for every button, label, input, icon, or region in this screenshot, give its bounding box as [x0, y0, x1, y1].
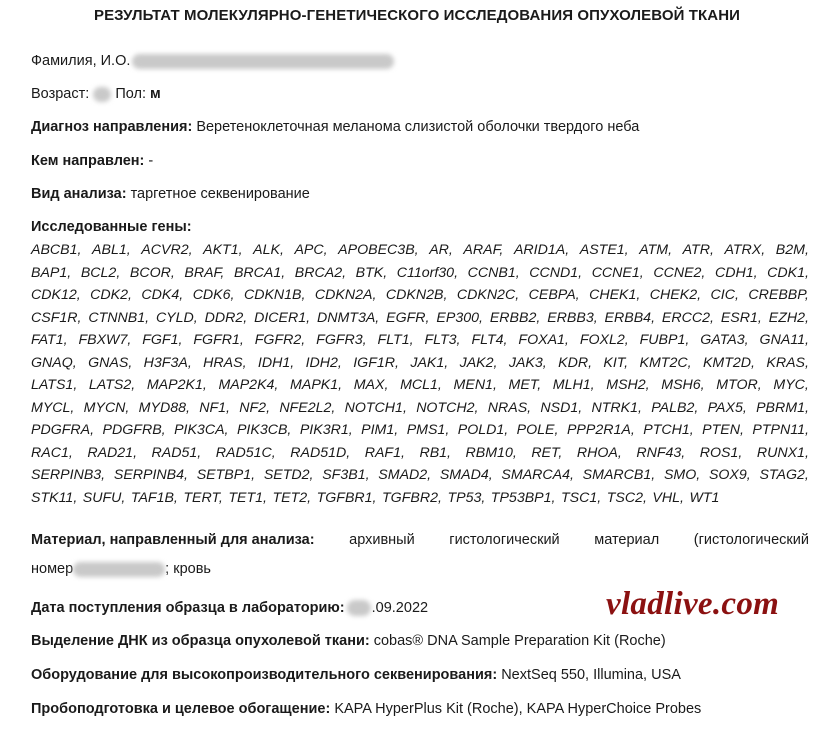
- gene-name: LATS2,: [88, 377, 136, 393]
- gene-name: PDGFRB,: [102, 422, 166, 438]
- gene-name: PAX5,: [707, 399, 747, 416]
- gene-name: POLD1,: [457, 422, 509, 438]
- gene-name: EP300,: [436, 309, 483, 326]
- gene-name: JAK2,: [459, 354, 498, 371]
- gene-name: WT1: [689, 489, 720, 506]
- gene-name: RAD51C,: [215, 444, 276, 461]
- gene-name: SMAD2,: [378, 467, 432, 483]
- gene-name: DNMT3A,: [316, 309, 380, 326]
- gene-name: SOX9,: [708, 467, 751, 483]
- gene-name: RAD51,: [151, 444, 202, 461]
- gene-name: EGFR,: [386, 309, 430, 326]
- diagnosis-line: [31, 119, 639, 135]
- gene-name: FLT4,: [471, 332, 508, 348]
- equipment-label: Оборудование для высокопроизводительного секвенирования:: [31, 667, 498, 683]
- gene-name: CDH1,: [714, 264, 758, 281]
- gene-name: NOTCH1,: [344, 399, 407, 416]
- gene-name: STK11,: [31, 489, 78, 506]
- gene-name: MAPK1,: [290, 377, 343, 393]
- gene-name: CHEK1,: [589, 287, 641, 303]
- redacted-day: [347, 600, 371, 616]
- gene-name: JAK3,: [508, 354, 547, 371]
- material-word: архивный: [349, 532, 415, 548]
- gene-name: IDH1,: [257, 354, 295, 371]
- gene-name: BTK,: [355, 264, 388, 281]
- gene-name: PIK3CB,: [236, 422, 292, 438]
- gene-name: ABL1,: [92, 242, 131, 258]
- gene-name: SERPINB3,: [31, 467, 106, 483]
- material-label: Материал, направленный для анализа:: [31, 532, 315, 548]
- gene-name: TERT,: [183, 489, 223, 506]
- gene-name: PALB2,: [651, 399, 699, 416]
- sex-label: Пол:: [115, 86, 147, 102]
- gene-row: [31, 352, 809, 375]
- gene-name: CIC,: [710, 287, 739, 303]
- gene-row: [31, 239, 809, 262]
- gene-row: [31, 487, 809, 510]
- gene-name: IDH2,: [305, 354, 342, 371]
- gene-name: BRAF,: [184, 264, 225, 281]
- gene-row: [31, 419, 809, 442]
- gene-name: DICER1,: [254, 309, 311, 326]
- gene-name: TP53,: [447, 489, 486, 506]
- redacted-name: [132, 54, 394, 69]
- redacted-number: [73, 562, 165, 577]
- watermark: vladlive.com: [606, 586, 780, 622]
- gene-name: SUFU,: [82, 489, 126, 506]
- gene-name: B2M,: [775, 242, 809, 258]
- material-word: (гистологический: [693, 532, 809, 548]
- gene-name: APC,: [294, 242, 328, 258]
- report-title: РЕЗУЛЬТАТ МОЛЕКУЛЯРНО-ГЕНЕТИЧЕСКОГО ИССЛЕДОВАНИЯ ОПУХОЛЕВОЙ ТКАНИ: [93, 7, 741, 24]
- genes-heading: Исследованные гены:: [31, 219, 192, 235]
- gene-name: RNF43,: [636, 444, 686, 461]
- gene-name: TP53BP1,: [490, 489, 556, 506]
- gene-name: PBRM1,: [756, 399, 809, 416]
- receipt-date-line: [31, 600, 428, 616]
- diagnosis-value: Веретеноклеточная меланома слизистой оболочки твердого неба: [196, 119, 640, 135]
- gene-name: CCNE2,: [653, 264, 706, 281]
- gene-name: MCL1,: [400, 377, 442, 393]
- gene-name: FUBP1,: [639, 332, 690, 348]
- gene-name: BRCA1,: [233, 264, 286, 281]
- gene-name: FLT1,: [377, 332, 414, 348]
- gene-name: SF3B1,: [322, 467, 370, 483]
- equipment-value: NextSeq 550, Illumina, USA: [501, 667, 681, 683]
- gene-name: CDK6,: [192, 287, 235, 303]
- gene-list: [31, 239, 809, 509]
- gene-row: [31, 307, 809, 330]
- gene-name: BCL2,: [80, 264, 121, 281]
- gene-name: BRCA2,: [294, 264, 347, 281]
- patient-name-line: [31, 53, 394, 69]
- gene-name: MLH1,: [552, 377, 595, 393]
- gene-row: [31, 284, 809, 307]
- gene-name: RAD21,: [87, 444, 138, 461]
- prep-label: Пробоподготовка и целевое обогащение:: [31, 701, 331, 717]
- gene-name: RAD51D,: [290, 444, 351, 461]
- material-number-suffix: ; кровь: [165, 561, 211, 577]
- gene-name: CDK1,: [767, 264, 809, 281]
- gene-name: RAC1,: [31, 444, 73, 461]
- gene-name: C11orf30,: [396, 264, 459, 281]
- gene-name: CDKN2C,: [456, 287, 520, 303]
- gene-name: MAP2K4,: [218, 377, 279, 393]
- gene-name: POLE,: [516, 422, 559, 438]
- gene-name: EZH2,: [768, 309, 809, 326]
- referred-by-line: [31, 153, 153, 169]
- material-number-prefix: номер: [31, 561, 74, 577]
- gene-name: JAK1,: [410, 354, 449, 371]
- gene-name: MYC,: [773, 377, 809, 393]
- gene-name: MAX,: [353, 377, 389, 393]
- gene-name: PPP2R1A,: [566, 422, 635, 438]
- gene-name: PIK3CA,: [174, 422, 229, 438]
- gene-name: VHL,: [652, 489, 684, 506]
- gene-name: MAP2K1,: [146, 377, 207, 393]
- gene-name: STAG2,: [759, 467, 809, 483]
- gene-name: KIT,: [603, 354, 629, 371]
- gene-name: KMT2D,: [702, 354, 755, 371]
- gene-name: PIK3R1,: [299, 422, 353, 438]
- gene-name: SMO,: [663, 467, 701, 483]
- gene-name: CDK2,: [90, 287, 132, 303]
- gene-name: NOTCH2,: [416, 399, 479, 416]
- gene-name: MYCN,: [83, 399, 130, 416]
- gene-name: TSC1,: [560, 489, 602, 506]
- gene-name: FGFR3,: [316, 332, 367, 348]
- gene-name: APOBEC3B,: [338, 242, 419, 258]
- gene-row: [31, 374, 809, 397]
- dna-extraction-value: cobas® DNA Sample Preparation Kit (Roche): [373, 633, 666, 649]
- gene-name: TET1,: [228, 489, 267, 506]
- gene-name: TSC2,: [606, 489, 647, 506]
- gene-name: CCNE1,: [591, 264, 644, 281]
- gene-name: ERBB4,: [604, 309, 656, 326]
- gene-name: ACVR2,: [141, 242, 193, 258]
- gene-name: CTNNB1,: [88, 309, 150, 326]
- gene-name: ASTE1,: [579, 242, 629, 258]
- gene-name: CHEK2,: [649, 287, 702, 303]
- gene-name: CCND1,: [529, 264, 583, 281]
- gene-name: PTEN,: [702, 422, 744, 438]
- gene-name: RET,: [531, 444, 563, 461]
- gene-name: PDGFRA,: [31, 422, 95, 438]
- gene-row: [31, 262, 809, 285]
- gene-name: PTCH1,: [643, 422, 694, 438]
- gene-name: DDR2,: [204, 309, 248, 326]
- gene-name: ERBB2,: [489, 309, 541, 326]
- analysis-type-line: [31, 186, 310, 202]
- gene-name: CEBPA,: [528, 287, 580, 303]
- gene-name: ESR1,: [720, 309, 762, 326]
- gene-name: GATA3,: [700, 332, 749, 348]
- gene-name: NF2,: [239, 399, 271, 416]
- gene-name: NFE2L2,: [279, 399, 336, 416]
- gene-name: FOXA1,: [518, 332, 569, 348]
- gene-name: CDK4,: [141, 287, 184, 303]
- gene-name: MYD88,: [138, 399, 190, 416]
- material-word: материал: [594, 532, 660, 548]
- gene-name: ATM,: [639, 242, 673, 258]
- gene-name: MSH2,: [606, 377, 650, 393]
- gene-name: GNA11,: [759, 332, 809, 348]
- gene-name: CSF1R,: [31, 309, 82, 326]
- gene-name: SMARCA4,: [501, 467, 574, 483]
- gene-name: SMARCB1,: [582, 467, 656, 483]
- gene-name: NRAS,: [487, 399, 532, 416]
- gene-name: NTRK1,: [591, 399, 642, 416]
- redacted-age: [93, 87, 111, 102]
- age-label: Возраст:: [31, 86, 90, 102]
- prep-value: KAPA HyperPlus Kit (Roche), KAPA HyperChoice Probes: [334, 701, 702, 717]
- gene-name: FGFR2,: [254, 332, 306, 348]
- gene-name: FAT1,: [31, 332, 68, 348]
- gene-name: SETD2,: [263, 467, 314, 483]
- gene-name: CCNB1,: [467, 264, 520, 281]
- gene-name: NSD1,: [540, 399, 583, 416]
- gene-name: ABCB1,: [31, 242, 82, 258]
- gene-row: [31, 329, 809, 352]
- gene-row: [31, 442, 809, 465]
- gene-name: ROS1,: [699, 444, 743, 461]
- gene-name: KRAS,: [766, 354, 809, 371]
- gene-name: RB1,: [419, 444, 451, 461]
- gene-name: AKT1,: [203, 242, 243, 258]
- gene-name: KMT2C,: [639, 354, 692, 371]
- gene-name: ERCC2,: [661, 309, 714, 326]
- gene-name: GNAQ,: [31, 354, 77, 371]
- gene-name: NF1,: [199, 399, 230, 416]
- gene-name: RHOA,: [576, 444, 622, 461]
- gene-name: BCOR,: [129, 264, 175, 281]
- gene-name: H3F3A,: [143, 354, 192, 371]
- gene-name: CDKN1B,: [243, 287, 306, 303]
- gene-name: FBXW7,: [78, 332, 132, 348]
- gene-name: PTPN11,: [752, 422, 809, 438]
- gene-name: MSH6,: [661, 377, 705, 393]
- gene-name: TET2,: [272, 489, 312, 506]
- gene-name: SERPINB4,: [113, 467, 188, 483]
- material-line-2: [31, 561, 809, 577]
- sex-value: м: [150, 86, 161, 102]
- gene-name: MET,: [508, 377, 542, 393]
- gene-name: FLT3,: [424, 332, 461, 348]
- gene-name: ARID1A,: [513, 242, 570, 258]
- material-block: [31, 532, 809, 577]
- name-label: Фамилия, И.О.: [31, 53, 131, 69]
- gene-name: MEN1,: [453, 377, 497, 393]
- receipt-date-label: Дата поступления образца в лабораторию:: [31, 600, 345, 616]
- gene-name: CDK12,: [31, 287, 81, 303]
- gene-name: FGF1,: [142, 332, 183, 348]
- receipt-date-value: .09.2022: [371, 600, 429, 616]
- gene-name: GNAS,: [88, 354, 133, 371]
- gene-name: ATR,: [682, 242, 714, 258]
- analysis-type-value: таргетное секвенирование: [130, 186, 310, 202]
- referred-by-value: -: [148, 153, 154, 169]
- gene-name: CREBBP,: [748, 287, 809, 303]
- gene-name: BAP1,: [31, 264, 72, 281]
- gene-name: SETBP1,: [196, 467, 256, 483]
- gene-name: KDR,: [558, 354, 593, 371]
- gene-name: HRAS,: [203, 354, 247, 371]
- gene-name: LATS1,: [31, 377, 78, 393]
- material-word: гистологический: [449, 532, 560, 548]
- gene-row: [31, 397, 809, 420]
- diagnosis-label: Диагноз направления:: [31, 119, 193, 135]
- gene-name: TAF1B,: [130, 489, 178, 506]
- referred-by-label: Кем направлен:: [31, 153, 145, 169]
- gene-name: ERBB3,: [547, 309, 598, 326]
- gene-name: FOXL2,: [579, 332, 629, 348]
- gene-name: MTOR,: [716, 377, 762, 393]
- gene-name: PMS1,: [406, 422, 450, 438]
- gene-name: ALK,: [253, 242, 284, 258]
- gene-name: CYLD,: [155, 309, 198, 326]
- analysis-type-label: Вид анализа:: [31, 186, 127, 202]
- gene-name: SMAD4,: [439, 467, 493, 483]
- gene-name: CDKN2A,: [314, 287, 377, 303]
- equipment-line: [31, 667, 681, 683]
- material-line-1: [31, 532, 809, 548]
- gene-name: RAF1,: [364, 444, 405, 461]
- gene-name: ARAF,: [463, 242, 504, 258]
- prep-line: [31, 701, 701, 717]
- gene-name: RUNX1,: [756, 444, 809, 461]
- gene-name: FGFR1,: [193, 332, 244, 348]
- gene-name: AR,: [429, 242, 453, 258]
- gene-name: CDKN2B,: [385, 287, 448, 303]
- gene-name: RBM10,: [465, 444, 517, 461]
- dna-extraction-label: Выделение ДНК из образца опухолевой ткани:: [31, 633, 370, 649]
- gene-name: MYCL,: [31, 399, 75, 416]
- dna-extraction-line: [31, 633, 666, 649]
- gene-name: ATRX,: [724, 242, 766, 258]
- gene-name: TGFBR2,: [382, 489, 442, 506]
- gene-name: PIM1,: [361, 422, 399, 438]
- gene-name: IGF1R,: [353, 354, 399, 371]
- gene-name: TGFBR1,: [316, 489, 377, 506]
- age-sex-line: [31, 86, 161, 102]
- gene-row: [31, 464, 809, 487]
